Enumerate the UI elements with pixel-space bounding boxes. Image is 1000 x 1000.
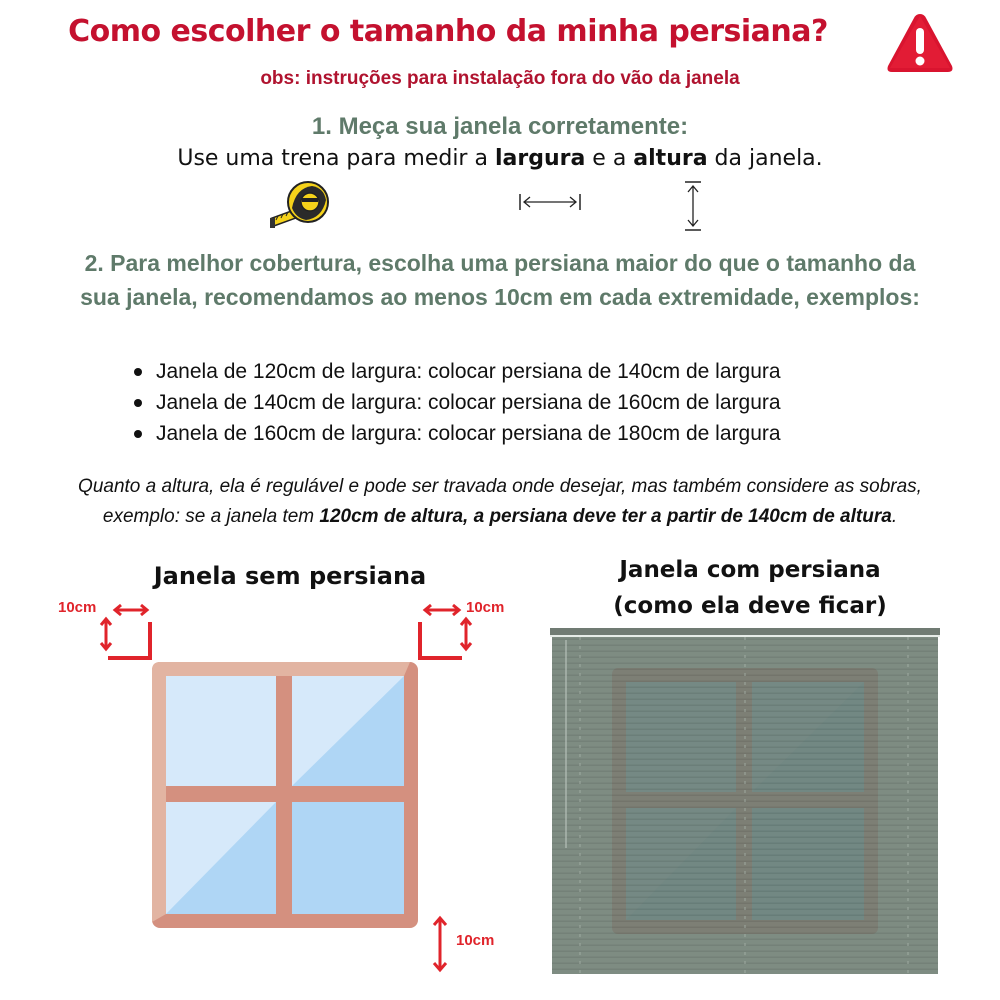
note-text: exemplo: se a janela tem	[102, 506, 320, 527]
examples-list	[130, 356, 930, 449]
window-with-blind-illustration	[550, 628, 942, 978]
page-title: Como escolher o tamanho da minha persiana?	[68, 14, 828, 49]
page-subtitle: obs: instruções para instalação fora do vão da janela	[260, 68, 740, 89]
right-heading-line1: Janela com persiana	[619, 557, 881, 583]
list-item: Janela de 140cm de largura: colocar persiana de 160cm de largura	[130, 387, 930, 418]
width-arrow-icon	[518, 192, 582, 212]
right-panel-heading	[545, 552, 955, 624]
height-note	[0, 472, 1000, 532]
top-left-margin-label: 10cm	[58, 599, 97, 616]
step1-instruction	[0, 146, 1000, 171]
left-panel-heading: Janela sem persiana	[153, 562, 427, 590]
instruction-bold-width: largura	[494, 146, 586, 171]
note-text: .	[891, 506, 898, 527]
note-line1: Quanto a altura, ela é regulável e pode ser travada onde desejar, mas também considere as sobras,	[78, 476, 922, 497]
bottom-margin-label: 10cm	[456, 932, 495, 949]
instruction-text: da janela.	[707, 146, 823, 171]
right-heading-line2: (como ela deve ficar)	[613, 593, 887, 619]
instruction-bold-height: altura	[633, 146, 708, 171]
step2-heading: 2. Para melhor cobertura, escolha uma persiana maior do que o tamanho da sua janela, recomendamos ao menos 10cm em cada extremidade, exemplos:	[80, 250, 920, 310]
list-item: Janela de 120cm de largura: colocar persiana de 140cm de largura	[130, 356, 930, 387]
instruction-text: e a	[585, 146, 634, 171]
bottom-margin-marker	[430, 914, 450, 974]
height-arrow-icon	[683, 180, 703, 232]
tape-measure-icon	[268, 178, 332, 232]
note-line2	[0, 502, 1000, 532]
warning-triangle-icon	[884, 10, 956, 76]
step1-heading: 1. Meça sua janela corretamente:	[311, 113, 689, 140]
top-right-margin-marker	[412, 600, 474, 664]
list-item: Janela de 160cm de largura: colocar persiana de 180cm de largura	[130, 418, 930, 449]
note-bold: 120cm de altura, a persiana deve ter a partir de 140cm de altura	[319, 506, 892, 527]
top-right-margin-label: 10cm	[466, 599, 505, 616]
top-left-margin-marker	[96, 600, 156, 664]
window-illustration	[152, 662, 418, 928]
instruction-text: Use uma trena para medir a	[177, 146, 495, 171]
